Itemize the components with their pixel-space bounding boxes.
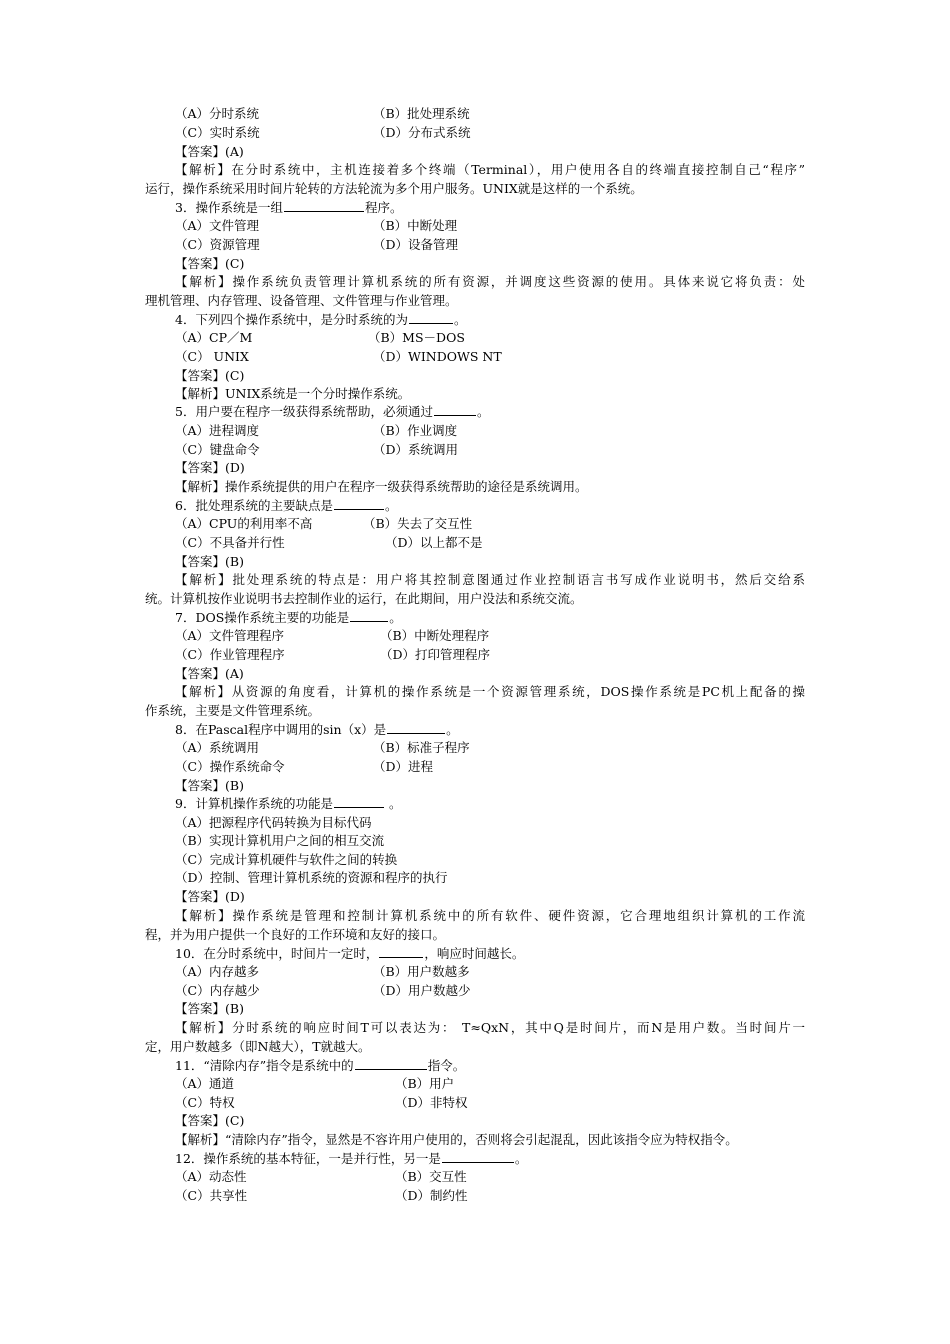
answer-blank — [355, 1057, 427, 1070]
option-text: （B）中断处理程序 — [380, 628, 490, 643]
answer-line: 【答案】(D) — [175, 460, 245, 475]
answer-line: 【答案】(D) — [175, 889, 245, 904]
option-text: （D）分布式系统 — [373, 125, 471, 140]
answer-line: 【答案】(B) — [175, 554, 244, 569]
question-text-end: ，响应时间越长。 — [424, 946, 525, 961]
option-text: （A）CPU的利用率不高 — [175, 516, 313, 531]
question-text: 5．用户要在程序一级获得系统帮助，必须通过 — [175, 404, 433, 419]
explanation-line: 【解析】操作系统是管理和控制计算机系统中的所有软件、硬件资源，它合理地组织计算机的工作流 — [175, 908, 805, 923]
option-text: （A）进程调度 — [175, 423, 260, 438]
option-text: （B）交互性 — [395, 1169, 467, 1184]
question-text: 9．计算机操作系统的功能是 — [175, 796, 333, 811]
answer-line: 【答案】(B) — [175, 1001, 244, 1016]
question-text: 4．下列四个操作系统中，是分时系统的为 — [175, 312, 408, 327]
explanation-line: 【解析】“清除内存”指令，显然是不容许用户使用的，否则将会引起混乱，因此该指令应为特权指令。 — [175, 1132, 738, 1147]
answer-blank — [434, 403, 476, 416]
question-line — [175, 795, 401, 813]
question-text-end: 。 — [446, 722, 459, 737]
option-text: （D）制约性 — [395, 1188, 468, 1203]
option-text: （C）完成计算机硬件与软件之间的转换 — [175, 852, 398, 867]
option-text: （D）以上都不是 — [385, 535, 483, 550]
explanation-line: 作系统，主要是文件管理系统。 — [145, 703, 321, 718]
option-text: （B）实现计算机用户之间的相互交流 — [175, 833, 385, 848]
question-text-end: 。 — [389, 610, 402, 625]
question-text-end: 。 — [453, 312, 467, 327]
answer-blank — [334, 795, 384, 808]
question-text: 10．在分时系统中，时间片一定时， — [175, 946, 379, 961]
option-text: （C）资源管理 — [175, 237, 260, 252]
question-text-end: 。 — [384, 796, 402, 811]
explanation-line: 【解析】批处理系统的特点是：用户将其控制意图通过作业控制语言书写成作业说明书，然后交给系 — [175, 572, 805, 587]
option-text: （B）用户数越多 — [373, 964, 470, 979]
option-text: （A）CP／M — [175, 330, 253, 345]
option-text: （A）文件管理程序 — [175, 628, 285, 643]
answer-line: 【答案】(B) — [175, 778, 244, 793]
question-text-end: 程序。 — [364, 200, 403, 215]
question-line — [175, 199, 402, 217]
option-text: （B）用户 — [395, 1076, 455, 1091]
option-text: （D）非特权 — [395, 1095, 468, 1110]
option-text: （D）用户数越少 — [373, 983, 471, 998]
option-text: （C） UNIX — [175, 349, 249, 364]
option-text: （C）特权 — [175, 1095, 235, 1110]
answer-blank — [442, 1150, 514, 1163]
option-text: （C）共享性 — [175, 1188, 248, 1203]
question-line — [175, 311, 466, 329]
question-text: 3．操作系统是一组 — [175, 200, 283, 215]
explanation-line: 【解析】操作系统提供的用户在程序一级获得系统帮助的途径是系统调用。 — [175, 479, 588, 494]
option-text: （C）实时系统 — [175, 125, 260, 140]
explanation-line: 【解析】操作系统负责管理计算机系统的所有资源，并调度这些资源的使用。具体来说它将负责：处 — [175, 274, 805, 289]
option-text: （D）系统调用 — [373, 442, 459, 457]
option-text: （B）作业调度 — [373, 423, 458, 438]
answer-line: 【答案】(C) — [175, 256, 245, 271]
option-text: （D）WINDOWS NT — [373, 349, 502, 364]
answer-blank — [387, 721, 445, 734]
question-line — [175, 403, 489, 421]
question-line — [175, 1150, 527, 1168]
question-text-end: 。 — [384, 498, 398, 513]
option-text: （B）中断处理 — [373, 218, 458, 233]
question-line — [175, 945, 524, 963]
explanation-line: 理机管理、内存管理、设备管理、文件管理与作业管理。 — [145, 293, 458, 308]
question-text: 6．批处理系统的主要缺点是 — [175, 498, 333, 513]
question-text-end: 。 — [514, 1151, 528, 1166]
explanation-line: 【解析】分时系统的响应时间T可以表达为： T≈QxN，其中Q是时间片，而N是用户数。当时间片一 — [175, 1020, 805, 1035]
option-text: （A）分时系统 — [175, 106, 260, 121]
question-line — [175, 1057, 465, 1075]
answer-blank — [409, 311, 453, 324]
option-text: （B）标准子程序 — [373, 740, 470, 755]
option-text: （A）系统调用 — [175, 740, 260, 755]
option-text: （A）把源程序代码转换为目标代码 — [175, 815, 372, 830]
question-text-end: 。 — [476, 404, 490, 419]
answer-blank — [350, 609, 388, 622]
option-text: （C）内存越少 — [175, 983, 260, 998]
explanation-line: 运行，操作系统采用时间片轮转的方法轮流为多个用户服务。UNIX就是这样的一个系统。 — [145, 181, 643, 196]
answer-blank — [334, 497, 384, 510]
option-text: （D）进程 — [373, 759, 434, 774]
option-text: （B）批处理系统 — [373, 106, 470, 121]
option-text: （D）打印管理程序 — [380, 647, 491, 662]
explanation-line: 定，用户数越多（即N越大），T就越大。 — [145, 1039, 371, 1054]
answer-line: 【答案】(C) — [175, 1113, 245, 1128]
answer-blank — [379, 945, 423, 958]
answer-line: 【答案】(A) — [175, 666, 244, 681]
option-text: （D）控制、管理计算机系统的资源和程序的执行 — [175, 870, 448, 885]
option-text: （C）操作系统命令 — [175, 759, 285, 774]
explanation-line: 【解析】从资源的角度看，计算机的操作系统是一个资源管理系统，DOS操作系统是PC机上配备的操 — [175, 684, 805, 699]
option-text: （A）通道 — [175, 1076, 235, 1091]
question-line — [175, 721, 459, 739]
answer-blank — [284, 199, 364, 212]
question-line — [175, 609, 402, 627]
question-text-end: 指令。 — [427, 1058, 466, 1073]
option-text: （B）失去了交互性 — [363, 516, 473, 531]
option-text: （C）不具备并行性 — [175, 535, 285, 550]
explanation-line: 程，并为用户提供一个良好的工作环境和友好的接口。 — [145, 927, 446, 942]
answer-line: 【答案】(C) — [175, 368, 245, 383]
option-text: （C）键盘命令 — [175, 442, 260, 457]
explanation-line: 【解析】UNIX系统是一个分时操作系统。 — [175, 386, 411, 401]
explanation-line: 【解析】在分时系统中，主机连接着多个终端（Terminal），用户使用各自的终端直接控制自己“程序” — [175, 162, 805, 177]
explanation-line: 统。计算机按作业说明书去控制作业的运行，在此期间，用户没法和系统交流。 — [145, 591, 583, 606]
question-text: 7．DOS操作系统主要的功能是 — [175, 610, 350, 625]
answer-line: 【答案】(A) — [175, 144, 244, 159]
option-text: （B）MS－DOS — [368, 330, 465, 345]
option-text: （A）文件管理 — [175, 218, 260, 233]
option-text: （A）动态性 — [175, 1169, 247, 1184]
question-text: 12．操作系统的基本特征，一是并行性，另一是 — [175, 1151, 441, 1166]
option-text: （D）设备管理 — [373, 237, 459, 252]
option-text: （A）内存越多 — [175, 964, 260, 979]
question-text: 11．“清除内存”指令是系统中的 — [175, 1058, 354, 1073]
question-text: 8．在Pascal程序中调用的sin（x）是 — [175, 722, 387, 737]
question-line — [175, 497, 397, 515]
option-text: （C）作业管理程序 — [175, 647, 285, 662]
